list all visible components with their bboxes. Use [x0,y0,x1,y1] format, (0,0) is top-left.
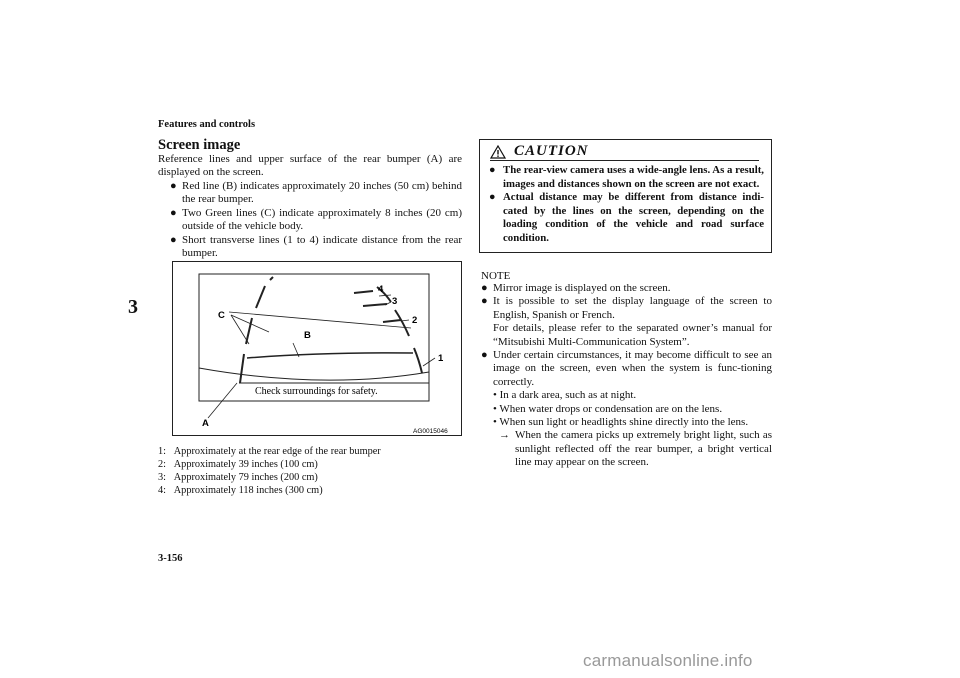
note-sub-item: • When water drops or condensation are on the lens. [493,402,723,415]
note-item: ● Under certain circumstances, it may become difficult to see an image on the screen, even when the system is func-tioning correctly. • In a dark area, such as at night. • When water drops or condensation are on the lens. • When sun light or headlights shine directly into the lens. [481,349,772,429]
figure-code: AG0015046 [413,428,448,435]
camera-screen-diagram [173,262,463,437]
note-label: NOTE [481,270,511,282]
caution-item: ● Actual distance may be different from distance indi-cated by the lines on the screen, depending on the loading condition of the vehicle and road surface condition. [489,191,764,244]
camera-screen-figure [172,261,462,436]
label-b: B [304,330,311,341]
screen-message: Check surroundings for safety. [255,386,378,397]
label-3: 3 [392,296,398,307]
caution-item: ● The rear-view camera uses a wide-angle lens. As a result, images and distances shown on the screen are not exact. [489,164,764,190]
label-2: 2 [412,315,418,326]
caution-divider [490,160,759,161]
running-header: Features and controls [158,119,256,130]
label-a: A [202,418,209,429]
caution-body [489,164,764,245]
left-guide-segment [240,354,244,383]
bumper-outline [199,368,429,380]
note-item-detail: For details, please refer to the separated owner’s manual for “Mitsubishi Multi-Communication System”. [493,322,772,348]
warning-triangle-icon [490,145,506,159]
caution-box [479,139,772,253]
bullet-dot-icon: ● [170,233,177,246]
section-heading: Screen image [158,137,241,153]
bullet-item: ● Red line (B) indicates approximately 20 inches (50 cm) behind the rear bumper. [158,180,462,207]
bullet-item: ● Short transverse lines (1 to 4) indicate distance from the rear bumper. [158,234,462,261]
note-sub-item: • In a dark area, such as at night. [493,389,637,402]
legend-item: 3: Approximately 79 inches (200 cm) [158,472,318,484]
watermark: carmanualsonline.info [583,651,753,670]
bullet-dot-icon: ● [170,206,177,219]
arrow-right-icon: → [499,429,510,442]
transverse-line-3 [363,304,387,306]
bullet-dot-icon: ● [481,282,488,294]
label-1: 1 [438,353,444,364]
label-c: C [218,310,225,321]
bullet-dot-icon: ● [489,191,496,203]
note-sub-item: • When sun light or headlights shine directly into the lens. [493,416,749,429]
chapter-tab-number: 3 [128,296,138,318]
right-guide-segment [395,310,409,336]
note-list [481,282,772,470]
bullet-dot-icon: ● [170,180,177,192]
screen-image-bullets [158,180,462,260]
bullet-dot-icon: ● [481,349,488,362]
legend-item: 1: Approximately at the rear edge of the rear bumper [158,446,381,457]
red-line-b [247,353,413,358]
intro-paragraph: Reference lines and upper surface of the rear bumper (A) are displayed on the screen. [158,153,462,179]
label-4: 4 [378,284,384,295]
note-item: ● Mirror image is displayed on the screen. [481,282,671,294]
transverse-line-4 [354,291,373,293]
transverse-line-2 [383,320,401,322]
screen-frame [199,274,429,401]
left-guide-segment [256,286,265,308]
bullet-dot-icon: ● [489,164,496,176]
bullet-item: ● Two Green lines (C) indicate approximately 8 inches (20 cm) outside of the vehicle body. [158,207,462,234]
caution-title: CAUTION [514,143,589,159]
legend-item: 4: Approximately 118 inches (300 cm) [158,485,323,497]
note-arrow-item: → When the camera picks up extremely bright light, such as sunlight reflected off the rear bumper, a bright vertical line may appear on the screen. [499,429,772,469]
figure-legend [158,445,381,497]
c-reference-line [229,312,411,328]
right-guide-segment [414,348,422,373]
leader-4 [379,295,391,296]
legend-item: 2: Approximately 39 inches (100 cm) [158,459,318,471]
left-guide-segment [270,277,273,280]
note-item: ● It is possible to set the display language of the screen to English, Spanish or French. For details, please refer to the separated owner’s manual for “Mitsubishi Multi-Communication System”. [481,295,772,348]
page-number: 3-156 [158,553,183,564]
bullet-dot-icon: ● [481,295,488,308]
